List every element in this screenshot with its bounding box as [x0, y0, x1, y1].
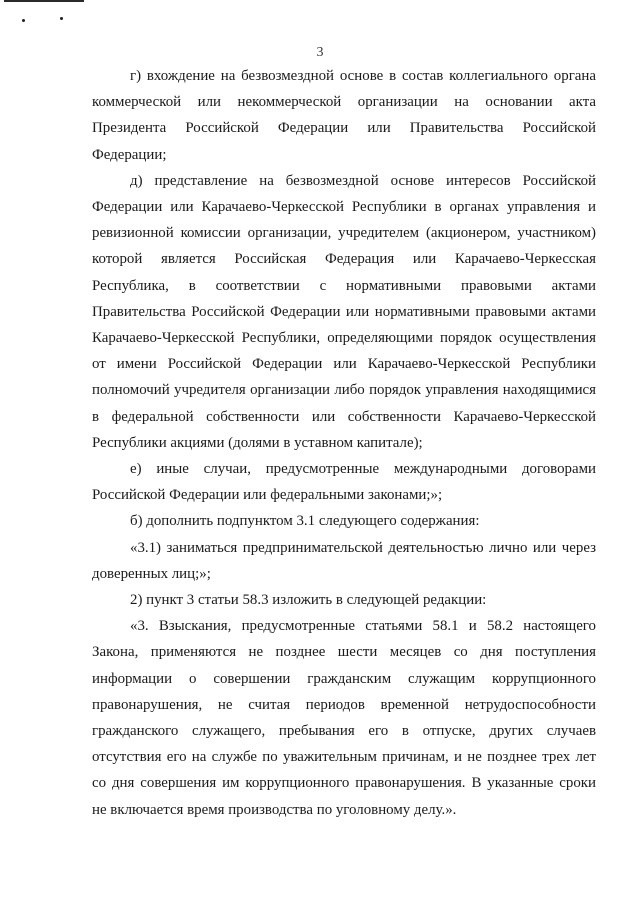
paragraph-penalties: «3. Взыскания, предусмотренные статьями 58.1 и 58.2 настоящего Закона, применяются не позднее шести месяцев со дня поступления информации о совершении гражданским служащим коррупционного правонарушения, не считая периодов временной нетрудоспособности гражданского служащего, пребывания его в отпуске, других случаев отсутствия его на службе по уважительным причинам, и не позднее трех лет со дня совершения им коррупционного правонарушения. В указанные сроки не включается время производства по уголовному делу.».	[92, 618, 596, 818]
paragraph-3-1: «3.1) заниматься предпринимательской деятельностью лично или через доверенных лиц;»;	[92, 539, 596, 582]
paragraph-b: б) дополнить подпунктом 3.1 следующего содержания:	[130, 513, 480, 530]
scan-speck	[22, 19, 25, 22]
paragraph-g: г) вхождение на безвозмездной основе в состав коллегиального органа коммерческой или некоммерческой организации на основании акта Президента Российской Федерации или Правительства Российской Федерации;	[92, 68, 596, 163]
paragraph-d: д) представление на безвозмездной основе интересов Российской Федерации или Карачаево-Черкесской Республики в органах управления и ревизионной комиссии организации, учредителем (акционером, участником) которой является Российская Федерация или Карачаево-Черкесская Республика, в соответствии с нормативными правовыми актами Правительства Российской Федерации или нормативными правовыми актами Карачаево-Черкесской Республики, определяющими порядок осуществления от имени Российской Федерации или Карачаево-Черкесской Республики полномочий учредителя организации либо порядок управления находящимися в федеральной собственности или собственности Карачаево-Черкесской Республики акциями (долями в уставном капитале);	[92, 172, 596, 451]
document-body	[92, 63, 596, 823]
paragraph-e: е) иные случаи, предусмотренные международными договорами Российской Федерации или федеральными законами;»;	[92, 461, 596, 504]
paragraph-item-2: 2) пункт 3 статьи 58.3 изложить в следующей редакции:	[130, 592, 487, 609]
page-number: 3	[316, 45, 324, 60]
scan-edge-mark	[4, 0, 84, 2]
scan-speck	[60, 17, 63, 20]
